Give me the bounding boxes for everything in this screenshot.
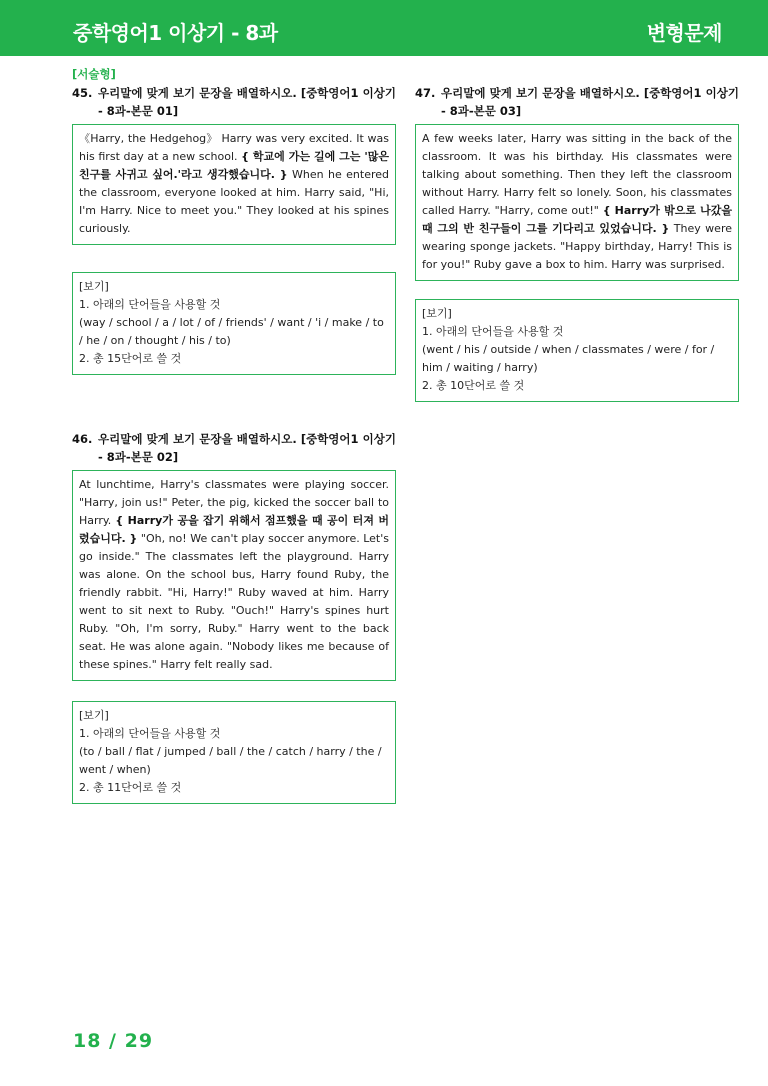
hint-words: (to / ball / flat / jumped / ball / the / catch / harry / the / went / when): [79, 745, 382, 776]
question-header: [72, 430, 396, 466]
page-title: 중학영어1 이상기 - 8과: [73, 21, 278, 45]
hint-box: [72, 272, 396, 375]
question-45: [72, 84, 396, 375]
question-number: 45.: [72, 86, 93, 100]
section-tag: [서술형]: [72, 67, 116, 81]
passage-korean-prompt: { Harry가 공을 잡기 위해서 점프했을 때 공이 터져 버렸습니다. }: [79, 514, 389, 545]
passage-korean-prompt: { Harry가 밖으로 나갔을 때 그의 반 친구들이 그를 기다리고 있었습니다. }: [422, 204, 732, 235]
passage-text: They were wearing sponge jackets. "Happy birthday, Harry! This is for you!" Ruby gave a box to him. Harry was surprised.: [422, 222, 732, 271]
passage-text: When he entered the classroom, everyone looked at him. Harry said, "Hi, I'm Harry. Nice to meet you." They looked at his spines curiously.: [79, 168, 390, 235]
hint-rule-1: 1. 아래의 단어들을 사용할 것: [79, 727, 221, 740]
left-column: [72, 66, 396, 804]
header-category: 변형문제: [646, 21, 722, 45]
page-number: 18 / 29: [73, 1030, 154, 1052]
hint-title: [보기]: [79, 709, 109, 722]
question-instruction: 우리말에 맞게 보기 문장을 배열하시오. [중학영어1 이상기 - 8과-본문 02]: [98, 432, 396, 464]
hint-rule-1: 1. 아래의 단어들을 사용할 것: [79, 298, 221, 311]
question-instruction: 우리말에 맞게 보기 문장을 배열하시오. [중학영어1 이상기 - 8과-본문 03]: [441, 86, 739, 118]
question-46: [72, 430, 396, 804]
hint-words: (went / his / outside / when / classmates / were / for / him / waiting / harry): [422, 343, 715, 374]
passage-text: At lunchtime, Harry's classmates were playing soccer. "Harry, join us!" Peter, the pig, kicked the soccer ball to Harry.: [79, 478, 389, 527]
question-number: 46.: [72, 432, 93, 446]
right-column: [415, 66, 739, 402]
page-header: [0, 0, 768, 56]
hint-title: [보기]: [422, 307, 452, 320]
hint-words: (way / school / a / lot / of / friends' / want / 'i / make / to / he / on / thought / his / to): [79, 316, 384, 347]
hint-rule-2: 2. 총 11단어로 쓸 것: [79, 781, 182, 794]
question-47: [415, 84, 739, 402]
passage-text: "Oh, no! We can't play soccer anymore. Let's go inside." The classmates left the playground. Harry was alone. On the school bus, Harry found Ruby, the friendly rabbit. "Hi, Harry!" Ruby waved at him. Harry went to sit next to Ruby. "Ouch!" Harry's spines hurt Ruby. "Oh, I'm sorry, Ruby." Harry went to the back seat. He was alone again. "Nobody likes me because of these spines." Harry felt really sad.: [79, 532, 389, 671]
hint-box: [72, 701, 396, 804]
hint-box: [415, 299, 739, 402]
hint-rule-2: 2. 총 10단어로 쓸 것: [422, 379, 525, 392]
passage-korean-prompt: { 학교에 가는 길에 그는 '많은 친구를 사귀고 싶어.'라고 생각했습니다. }: [79, 150, 389, 181]
passage-box: [72, 470, 396, 681]
hint-title: [보기]: [79, 280, 109, 293]
hint-rule-2: 2. 총 15단어로 쓸 것: [79, 352, 182, 365]
passage-text: 《Harry, the Hedgehog》 Harry was very excited. It was his first day at a new school.: [79, 132, 389, 163]
passage-box: [72, 124, 396, 245]
hint-rule-1: 1. 아래의 단어들을 사용할 것: [422, 325, 564, 338]
passage-box: [415, 124, 739, 281]
question-header: [72, 84, 396, 120]
question-number: 47.: [415, 86, 436, 100]
passage-text: A few weeks later, Harry was sitting in the back of the classroom. It was his birthday. His classmates were talking about something. Then they left the classroom without Harry. Harry felt so lonely. Soon, his classmates called Harry. "Harry, come out!": [422, 132, 732, 217]
question-header: [415, 84, 739, 120]
question-instruction: 우리말에 맞게 보기 문장을 배열하시오. [중학영어1 이상기 - 8과-본문 01]: [98, 86, 396, 118]
